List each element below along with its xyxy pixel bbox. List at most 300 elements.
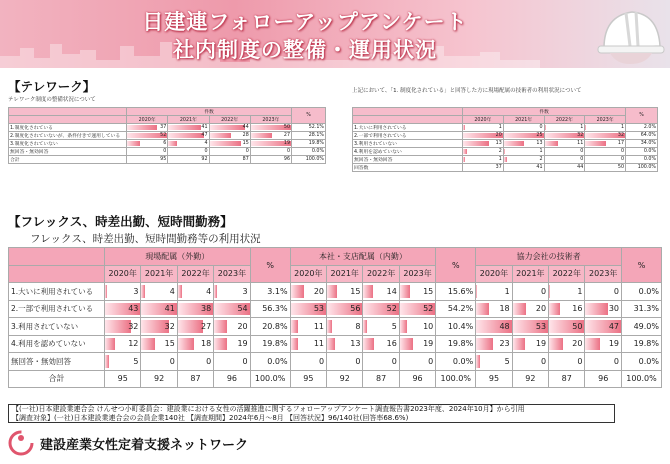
value-bar xyxy=(400,320,407,333)
value-text: 0 xyxy=(428,356,434,366)
telework-usage-table xyxy=(352,107,658,172)
value-text: 12 xyxy=(128,339,139,349)
value-bar xyxy=(327,338,335,351)
value-text: 15 xyxy=(423,286,434,296)
value-text: 32 xyxy=(617,133,624,138)
value-text: 20 xyxy=(313,286,325,296)
value-cell xyxy=(512,283,548,301)
value-text: 50 xyxy=(572,321,583,331)
row-label: 2.一部で利用されている xyxy=(9,300,105,318)
sum-cell: 50 xyxy=(585,164,626,172)
value-text: 4 xyxy=(204,141,208,146)
value-bar xyxy=(585,303,608,316)
value-cell xyxy=(363,283,399,301)
year-header: 2020年 xyxy=(105,265,141,283)
value-text: 0 xyxy=(318,356,325,366)
value-cell xyxy=(363,318,399,336)
year-header: 2021年 xyxy=(503,116,544,124)
value-text: 5 xyxy=(391,321,397,331)
value-cell xyxy=(463,148,504,156)
value-bar xyxy=(463,125,465,130)
value-cell xyxy=(585,148,626,156)
year-header: 2021年 xyxy=(327,265,363,283)
value-cell xyxy=(168,148,209,156)
value-text: 0 xyxy=(580,157,584,162)
header-title-line1: 日建連フォローアップアンケート xyxy=(142,10,468,34)
value-text: 13 xyxy=(536,141,543,146)
value-bar xyxy=(210,133,232,138)
year-header: 2022年 xyxy=(209,116,250,124)
source-note-line2: 【調査対象】(一社)日本建設業連合会の会員企業140社 【調査期間】2024年6月～8月 【回答状況】96/140社(回答率68.6%) xyxy=(12,414,409,422)
value-text: 5 xyxy=(133,356,139,366)
year-header: 2020年 xyxy=(290,265,326,283)
value-cell xyxy=(209,132,250,140)
sum-cell: 95 xyxy=(105,370,141,388)
sum-row xyxy=(9,370,662,388)
value-bar xyxy=(105,338,115,351)
value-cell xyxy=(141,283,177,301)
value-cell xyxy=(209,124,250,132)
row-label: 無回答・無効回答 xyxy=(9,353,105,371)
value-text: 13 xyxy=(495,141,502,146)
value-text: 0 xyxy=(206,356,212,366)
pct-cell: 3.1% xyxy=(250,283,290,301)
helmet-icon xyxy=(596,2,666,66)
sum-cell: 87 xyxy=(549,370,585,388)
value-cell xyxy=(168,124,209,132)
row-label: 1.大いに利用されている xyxy=(353,124,463,132)
value-cell xyxy=(127,124,168,132)
value-text: 0 xyxy=(169,356,175,366)
pct-cell: 0.0% xyxy=(436,353,476,371)
value-bar xyxy=(585,338,599,351)
value-text: 38 xyxy=(201,304,212,314)
pct-cell: 19.8% xyxy=(250,335,290,353)
sum-cell: 92 xyxy=(512,370,548,388)
value-cell xyxy=(476,283,512,301)
pct-cell: 31.3% xyxy=(622,300,662,318)
value-cell xyxy=(503,124,544,132)
value-cell xyxy=(250,132,291,140)
row-label: 2.一部で利用されている xyxy=(353,132,463,140)
table-row xyxy=(353,124,658,132)
pct-cell: 2.0% xyxy=(626,124,658,132)
sum-cell: 92 xyxy=(168,156,209,164)
value-bar xyxy=(178,338,195,351)
telework-left-caption: テレワーク制度の整備状況について xyxy=(8,97,96,103)
sum-cell: 44 xyxy=(544,164,585,172)
value-bar xyxy=(545,125,546,130)
value-text: 47 xyxy=(201,133,208,138)
value-cell xyxy=(463,156,504,164)
pct-cell: 0.0% xyxy=(626,148,658,156)
value-text: 37 xyxy=(160,125,167,130)
table-row xyxy=(353,156,658,164)
value-bar xyxy=(549,285,550,298)
value-cell xyxy=(214,335,250,353)
value-cell xyxy=(549,318,585,336)
table-row xyxy=(9,148,326,156)
value-bar xyxy=(127,141,140,146)
value-text: 47 xyxy=(608,321,619,331)
value-cell xyxy=(399,353,435,371)
value-bar xyxy=(178,320,203,333)
value-cell xyxy=(105,283,141,301)
value-cell xyxy=(105,300,141,318)
value-bar xyxy=(476,303,489,316)
value-text: 4 xyxy=(169,286,175,296)
table-row xyxy=(9,335,662,353)
value-cell xyxy=(127,140,168,148)
pct-cell: 20.8% xyxy=(250,318,290,336)
value-cell xyxy=(399,335,435,353)
year-header: 2023年 xyxy=(250,116,291,124)
value-cell xyxy=(549,283,585,301)
value-bar xyxy=(327,285,337,298)
value-text: 8 xyxy=(355,321,361,331)
pct-header: % xyxy=(436,248,476,283)
row-label: 3.制度化されていない xyxy=(9,140,127,148)
sum-cell: 96 xyxy=(399,370,435,388)
value-text: 20 xyxy=(572,339,583,349)
value-cell xyxy=(512,318,548,336)
value-text: 1 xyxy=(504,286,510,296)
sum-cell: 37 xyxy=(463,164,504,172)
value-cell xyxy=(363,353,399,371)
value-cell xyxy=(168,132,209,140)
value-cell xyxy=(290,283,326,301)
row-label: 1.大いに利用されている xyxy=(9,283,105,301)
value-text: 43 xyxy=(128,304,139,314)
value-cell xyxy=(399,283,435,301)
pct-cell: 19.8% xyxy=(622,335,662,353)
org-name: 建設産業女性定着支援ネットワーク xyxy=(40,437,249,453)
year-header: 2023年 xyxy=(585,116,626,124)
value-bar xyxy=(400,338,413,351)
value-bar xyxy=(363,285,373,298)
value-bar xyxy=(504,141,525,146)
value-text: 0 xyxy=(163,149,167,154)
count-group-header: 件数 xyxy=(127,108,292,116)
value-cell xyxy=(105,353,141,371)
value-cell xyxy=(512,335,548,353)
value-cell xyxy=(549,335,585,353)
value-cell xyxy=(503,140,544,148)
value-text: 1 xyxy=(620,125,624,130)
value-bar xyxy=(141,338,154,351)
value-text: 15 xyxy=(350,286,361,296)
value-cell xyxy=(177,353,213,371)
value-bar xyxy=(504,149,506,154)
value-text: 6 xyxy=(163,141,167,146)
sum-pct-cell: 100.0% xyxy=(292,156,326,164)
sum-pct-cell: 100.0% xyxy=(250,370,290,388)
telework-right-caption: 上記において、「1. 制度化されている」と回答した方に現場配属の技術者の利用状況について xyxy=(352,88,582,94)
value-text: 30 xyxy=(608,304,619,314)
flex-usage-table xyxy=(8,247,662,388)
value-text: 20 xyxy=(535,304,547,314)
value-text: 19 xyxy=(535,339,547,349)
value-cell xyxy=(476,353,512,371)
page-header xyxy=(0,0,670,68)
sum-cell: 92 xyxy=(327,370,363,388)
value-text: 53 xyxy=(535,321,547,331)
value-text: 0 xyxy=(620,157,624,162)
year-header: 2023年 xyxy=(399,265,435,283)
value-cell xyxy=(544,148,585,156)
sum-cell: 87 xyxy=(209,156,250,164)
value-cell xyxy=(512,353,548,371)
value-text: 11 xyxy=(313,321,325,331)
pct-header: % xyxy=(626,108,658,124)
year-header: 2022年 xyxy=(549,265,585,283)
sum-cell: 95 xyxy=(127,156,168,164)
value-bar xyxy=(251,133,272,138)
value-cell xyxy=(544,124,585,132)
row-label: 3.利用されていない xyxy=(9,318,105,336)
year-header: 2021年 xyxy=(168,116,209,124)
telework-heading: 【テレワーク】 xyxy=(8,79,96,94)
value-bar xyxy=(585,125,586,130)
value-text: 11 xyxy=(577,141,584,146)
telework-status-table xyxy=(8,107,326,164)
value-cell xyxy=(585,335,622,353)
value-bar xyxy=(105,285,107,298)
value-text: 23 xyxy=(499,339,510,349)
value-text: 0 xyxy=(242,356,248,366)
value-cell xyxy=(503,132,544,140)
pct-cell: 28.1% xyxy=(292,132,326,140)
value-text: 0 xyxy=(613,356,619,366)
year-header: 2022年 xyxy=(177,265,213,283)
value-cell xyxy=(168,140,209,148)
sum-cell: 96 xyxy=(585,370,622,388)
sum-label: 合計 xyxy=(9,156,127,164)
value-bar xyxy=(141,285,145,298)
sum-cell: 96 xyxy=(250,156,291,164)
value-cell xyxy=(250,124,291,132)
value-bar xyxy=(476,285,477,298)
header-title-line2: 社内制度の整備・運用状況 xyxy=(173,38,437,62)
value-cell xyxy=(544,156,585,164)
value-cell xyxy=(327,318,363,336)
value-cell xyxy=(585,140,626,148)
value-cell xyxy=(141,353,177,371)
pct-cell: 0.0% xyxy=(250,353,290,371)
value-cell xyxy=(214,353,250,371)
value-text: 48 xyxy=(499,321,510,331)
value-bar xyxy=(291,338,298,351)
value-text: 0 xyxy=(286,149,290,154)
value-bar xyxy=(214,338,226,351)
value-text: 44 xyxy=(242,125,249,130)
value-cell xyxy=(399,300,435,318)
value-text: 3 xyxy=(133,286,139,296)
value-text: 0 xyxy=(620,149,624,154)
pct-cell: 34.0% xyxy=(626,140,658,148)
value-cell xyxy=(585,353,622,371)
value-bar xyxy=(549,303,560,316)
value-text: 1 xyxy=(577,286,583,296)
value-bar xyxy=(545,141,559,146)
row-label: 無回答・無効回答 xyxy=(9,148,127,156)
value-text: 20 xyxy=(237,321,248,331)
value-cell xyxy=(585,300,622,318)
value-cell xyxy=(512,300,548,318)
sum-pct-cell: 100.0% xyxy=(436,370,476,388)
sum-cell: 95 xyxy=(476,370,512,388)
value-cell xyxy=(549,353,585,371)
value-text: 32 xyxy=(164,321,175,331)
value-text: 52 xyxy=(386,304,397,314)
value-text: 2 xyxy=(539,157,543,162)
value-text: 53 xyxy=(313,304,325,314)
value-text: 15 xyxy=(164,339,175,349)
sum-label: 合計 xyxy=(9,370,105,388)
value-text: 0 xyxy=(539,125,543,130)
pct-cell: 19.8% xyxy=(292,140,326,148)
sum-label: 回答数 xyxy=(353,164,463,172)
value-cell xyxy=(214,283,250,301)
sum-cell: 87 xyxy=(363,370,399,388)
sum-pct-cell: 100.0% xyxy=(622,370,662,388)
value-text: 52 xyxy=(160,133,167,138)
group-header-partner: 協力会社の技術者 xyxy=(476,248,622,266)
value-bar xyxy=(105,355,109,368)
table-row xyxy=(9,318,662,336)
value-cell xyxy=(177,283,213,301)
value-text: 0 xyxy=(577,356,583,366)
value-text: 0 xyxy=(580,149,584,154)
year-header: 2020年 xyxy=(476,265,512,283)
table-row xyxy=(353,132,658,140)
value-text: 52 xyxy=(423,304,434,314)
value-text: 16 xyxy=(572,304,583,314)
value-text: 19 xyxy=(423,339,434,349)
sum-cell: 95 xyxy=(290,370,326,388)
row-label: 無回答・無効回答 xyxy=(353,156,463,164)
value-bar xyxy=(210,125,245,130)
value-cell xyxy=(463,132,504,140)
value-cell xyxy=(209,148,250,156)
value-text: 0 xyxy=(613,286,619,296)
value-cell xyxy=(127,132,168,140)
year-header: 2020年 xyxy=(127,116,168,124)
sum-pct-cell: 100.0% xyxy=(626,164,658,172)
sum-cell: 96 xyxy=(214,370,250,388)
value-text: 0 xyxy=(540,286,547,296)
value-text: 18 xyxy=(201,339,212,349)
value-bar xyxy=(291,285,304,298)
value-cell xyxy=(327,335,363,353)
value-cell xyxy=(141,318,177,336)
value-text: 19 xyxy=(608,339,619,349)
value-text: 10 xyxy=(423,321,434,331)
sum-cell: 41 xyxy=(503,164,544,172)
value-text: 54 xyxy=(237,304,248,314)
value-bar xyxy=(400,285,410,298)
table-row xyxy=(9,124,326,132)
value-text: 0 xyxy=(245,149,249,154)
flex-heading: 【フレックス、時差出勤、短時間勤務】 xyxy=(8,214,233,229)
pct-cell: 56.3% xyxy=(250,300,290,318)
sum-cell: 92 xyxy=(141,370,177,388)
value-bar xyxy=(513,338,526,351)
pct-cell: 19.8% xyxy=(436,335,476,353)
value-bar xyxy=(214,285,216,298)
sum-row xyxy=(353,164,658,172)
value-cell xyxy=(141,300,177,318)
pct-header: % xyxy=(292,108,326,124)
value-cell xyxy=(585,124,626,132)
pct-cell: 0.0% xyxy=(626,156,658,164)
value-cell xyxy=(476,335,512,353)
table-row xyxy=(9,300,662,318)
value-text: 0 xyxy=(355,356,361,366)
pct-cell: 54.2% xyxy=(436,300,476,318)
value-cell xyxy=(585,132,626,140)
value-cell xyxy=(141,335,177,353)
value-cell xyxy=(399,318,435,336)
pct-cell: 52.1% xyxy=(292,124,326,132)
value-cell xyxy=(544,132,585,140)
value-cell xyxy=(585,318,622,336)
year-header: 2023年 xyxy=(214,265,250,283)
value-bar xyxy=(476,355,480,368)
value-cell xyxy=(585,156,626,164)
value-bar xyxy=(168,141,176,146)
value-cell xyxy=(363,335,399,353)
year-header: 2023年 xyxy=(585,265,622,283)
value-cell xyxy=(290,335,326,353)
value-bar xyxy=(463,157,465,162)
value-text: 41 xyxy=(201,125,208,130)
value-text: 56 xyxy=(350,304,361,314)
value-text: 41 xyxy=(164,304,175,314)
value-bar xyxy=(549,338,563,351)
pct-cell: 0.0% xyxy=(622,283,662,301)
value-cell xyxy=(363,300,399,318)
value-cell xyxy=(127,148,168,156)
value-cell xyxy=(177,300,213,318)
value-text: 15 xyxy=(242,141,249,146)
value-cell xyxy=(327,300,363,318)
value-text: 25 xyxy=(536,133,543,138)
value-bar xyxy=(463,141,489,146)
table-row xyxy=(353,148,658,156)
value-bar xyxy=(513,303,526,316)
value-text: 27 xyxy=(201,321,212,331)
row-label: 1.制度化されている xyxy=(9,124,127,132)
value-text: 1 xyxy=(539,149,543,154)
pct-cell: 49.0% xyxy=(622,318,662,336)
value-cell xyxy=(105,335,141,353)
value-cell xyxy=(250,140,291,148)
value-bar xyxy=(327,320,332,333)
value-text: 0 xyxy=(204,149,208,154)
group-header-field: 現場配属（外勤） xyxy=(105,248,251,266)
value-cell xyxy=(476,300,512,318)
value-bar xyxy=(168,125,201,130)
value-cell xyxy=(544,140,585,148)
value-cell xyxy=(503,156,544,164)
pct-cell: 64.0% xyxy=(626,132,658,140)
year-header: 2021年 xyxy=(512,265,548,283)
row-label: 2.制度化されていないが、条件付きで運用している xyxy=(9,132,127,140)
value-cell xyxy=(214,318,250,336)
value-text: 1 xyxy=(498,157,502,162)
table-row xyxy=(9,132,326,140)
